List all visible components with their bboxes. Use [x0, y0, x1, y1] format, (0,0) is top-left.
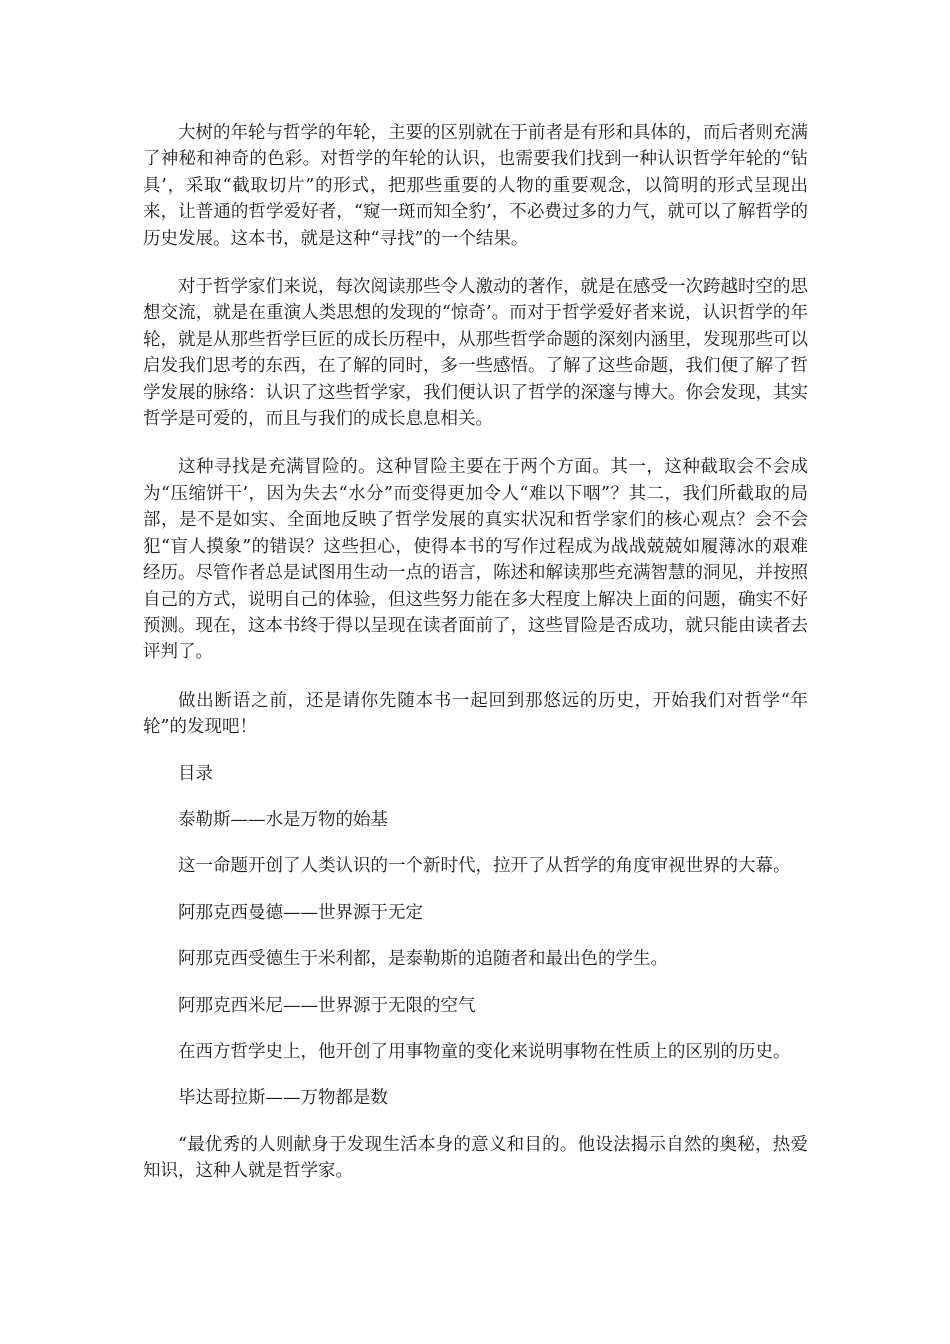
toc-summary-anaximenes: 在西方哲学史上，他开创了用事物童的变化来说明事物在性质上的区别的历史。	[178, 1041, 791, 1062]
toc-summary-thales: 这一命题开创了人类认识的一个新时代，拉开了从哲学的角度审视世界的大幕。	[178, 856, 791, 877]
toc-entry-thales: 泰勒斯——水是万物的始基	[178, 809, 388, 830]
toc-entry-pythagoras: 毕达哥拉斯——万物都是数	[178, 1088, 388, 1109]
intro-paragraph-1: 大树的年轮与哲学的年轮，主要的区别就在于前者是有形和具体的，而后者则充满了神秘和神奇的色彩。对哲学的年轮的认识，也需要我们找到一种认识哲学年轮的“钻具’，采取“截取切片”的形式，把那些重要的人物的重要观念，以简明的形式呈现出来，让普通的哲学爱好者，“窥一斑而知全豹’，不必费过多的力气，就可以了解哲学的历史发展。这本书，就是这种“寻找”的一个结果。	[143, 123, 808, 249]
toc-entry-anaximander: 阿那克西曼德——世界源于无定	[178, 902, 423, 923]
document-page	[143, 120, 808, 1185]
toc-heading: 目录	[178, 763, 213, 784]
toc-summary-pythagoras: “最优秀的人则献身于发现生活本身的意义和目的。他设法揭示自然的奥秘，热爱知识，这种人就是哲学家。	[143, 1134, 808, 1182]
toc-entry-anaximenes: 阿那克西米尼——世界源于无限的空气	[178, 995, 476, 1016]
toc-summary-anaximander: 阿那克西受德生于米利都，是泰勒斯的追随者和最出色的学生。	[178, 949, 668, 970]
intro-paragraph-4: 做出断语之前，还是请你先随本书一起回到那悠远的历史，开始我们对哲学“年轮”的发现吧！	[143, 690, 808, 738]
intro-paragraph-2: 对于哲学家们来说，每次阅读那些令人激动的著作，就是在感受一次跨越时空的思想交流，就是在重演人类思想的发现的“惊奇’。而对于哲学爱好者来说，认识哲学的年轮，就是从那些哲学巨匠的成长历程中，从那些哲学命题的深刻内涵里，发现那些可以启发我们思考的东西，在了解的同时，多一些感悟。了解了这些命题，我们便了解了哲学发展的脉络：认识了这些哲学家，我们便认识了哲学的深邃与博大。你会发现，其实哲学是可爱的，而且与我们的成长息息相关。	[143, 277, 808, 430]
intro-paragraph-3: 这种寻找是充满冒险的。这种冒险主要在于两个方面。其一，这种截取会不会成为“压缩饼干’，因为失去“水分”而变得更加令人“难以下咽”？其二，我们所截取的局部，是不是如实、全面地反映了哲学发展的真实状况和哲学家们的核心观点？会不会犯“盲人摸象”的错误？这些担心，使得本书的写作过程成为战战兢兢如履薄冰的艰难经历。尽管作者总是试图用生动一点的语言，陈述和解读那些充满智慧的洞见，并按照自己的方式，说明自己的体验，但这些努力能在多大程度上解决上面的问题，确实不好预测。现在，这本书终于得以呈现在读者面前了，这些冒险是否成功，就只能由读者去评判了。	[143, 457, 808, 663]
